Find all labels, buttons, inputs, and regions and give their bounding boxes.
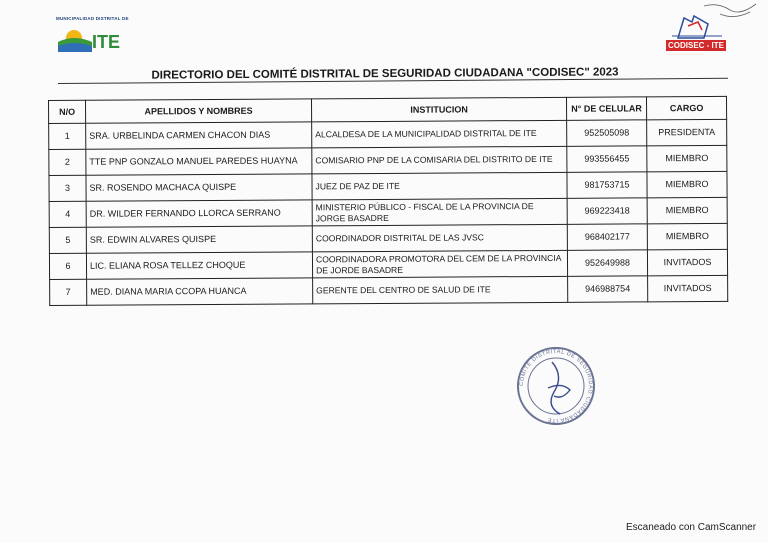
- member-name: SR. ROSENDO MACHACA QUISPE: [86, 174, 312, 201]
- page-title: DIRECTORIO DEL COMITÉ DISTRITAL DE SEGURIDAD CIUDADANA "CODISEC" 2023: [151, 66, 619, 82]
- member-institution: COORDINADOR DISTRITAL DE LAS JVSC: [312, 224, 567, 252]
- member-name: TTE PNP GONZALO MANUEL PAREDES HUAYNA: [86, 148, 312, 175]
- svg-text:COMITÉ DISTRITAL DE SEGURIDAD: COMITÉ DISTRITAL DE SEGURIDAD CIUDADANA ITE: [518, 348, 594, 424]
- member-phone: 968402177: [567, 224, 647, 250]
- row-number: 1: [49, 123, 86, 149]
- member-role: MIEMBRO: [647, 197, 727, 223]
- col-header-role: CARGO: [646, 96, 726, 119]
- directory-table: [48, 96, 728, 306]
- codisec-badge: CODISEC - ITE: [667, 41, 724, 50]
- member-name: DR. WILDER FERNANDO LLORCA SERRANO: [86, 200, 312, 227]
- row-number: 4: [49, 201, 86, 227]
- scanner-watermark: Escaneado con CamScanner: [626, 522, 757, 533]
- member-institution: JUEZ DE PAZ DE ITE: [312, 172, 567, 200]
- seal-stamp-icon: [514, 344, 598, 428]
- member-institution: ALCALDESA DE LA MUNICIPALIDAD DISTRITAL DE ITE: [312, 120, 567, 148]
- member-institution: MINISTERIO PÚBLICO - FISCAL DE LA PROVINCIA DE JORGE BASADRE: [312, 198, 567, 226]
- col-header-name: APELLIDOS Y NOMBRES: [86, 99, 312, 123]
- member-phone: 946988754: [568, 276, 648, 302]
- member-phone: 952505098: [567, 120, 647, 146]
- member-role: MIEMBRO: [647, 223, 727, 249]
- row-number: 5: [49, 227, 86, 253]
- member-phone: 993556455: [567, 146, 647, 172]
- table-row: [49, 119, 727, 149]
- member-institution: GERENTE DEL CENTRO DE SALUD DE ITE: [313, 276, 568, 304]
- member-phone: 981753715: [567, 172, 647, 198]
- col-header-number: N/O: [49, 100, 86, 123]
- logo-caption: MUNICIPALIDAD DISTRITAL DE: [56, 16, 129, 21]
- codisec-subline: ·····································: [668, 52, 705, 56]
- member-role: MIEMBRO: [647, 171, 727, 197]
- member-name: SRA. URBELINDA CARMEN CHACON DIAS: [86, 122, 312, 149]
- member-institution: COORDINADORA PROMOTORA DEL CEM DE LA PROVINCIA DE JORDE BASADRE: [312, 250, 567, 278]
- municipality-logo: [56, 16, 156, 56]
- member-name: MED. DIANA MARIA CCOPA HUANCA: [87, 278, 313, 305]
- row-number: 6: [49, 253, 86, 279]
- member-role: PRESIDENTA: [647, 119, 727, 145]
- member-role: MIEMBRO: [647, 145, 727, 171]
- logo-word: ITE: [92, 32, 121, 52]
- member-role: INVITADOS: [647, 249, 727, 275]
- member-phone: 952649988: [567, 250, 647, 276]
- row-number: 3: [49, 175, 86, 201]
- col-header-institution: INSTITUCION: [311, 97, 566, 122]
- member-role: INVITADOS: [648, 275, 728, 301]
- sun-landscape-icon: [56, 22, 156, 56]
- member-phone: 969223418: [567, 198, 647, 224]
- col-header-phone: N° DE CELULAR: [566, 97, 646, 120]
- member-institution: COMISARIO PNP DE LA COMISARIA DEL DISTRITO DE ITE: [312, 146, 567, 174]
- member-name: LIC. ELIANA ROSA TELLEZ CHOQUE: [86, 252, 312, 279]
- table-row: [49, 145, 727, 175]
- table-row: [49, 171, 727, 201]
- signature-scribble-icon: [700, 0, 760, 22]
- table-row: [50, 275, 728, 305]
- member-name: SR. EDWIN ALVARES QUISPE: [86, 226, 312, 253]
- row-number: 2: [49, 149, 86, 175]
- row-number: 7: [50, 279, 87, 305]
